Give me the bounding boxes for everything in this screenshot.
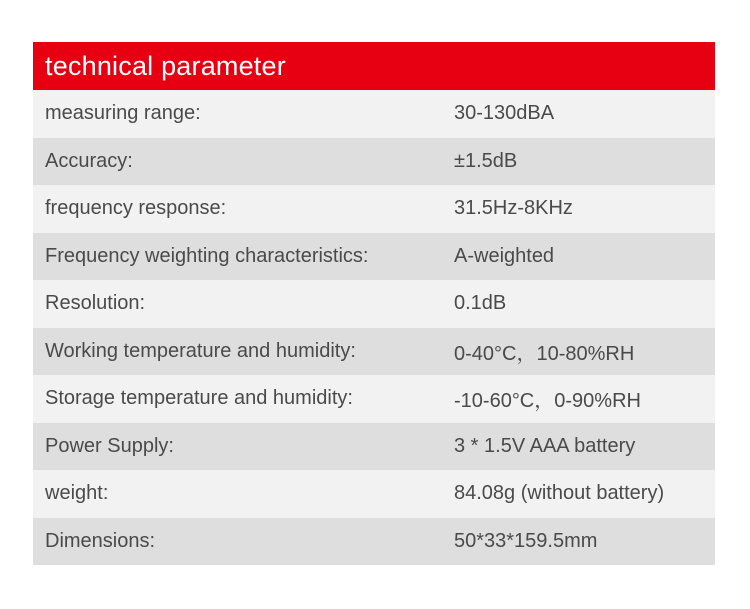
table-row (33, 470, 715, 518)
table-row (33, 423, 715, 471)
table-header (33, 42, 715, 90)
table-row (33, 375, 715, 423)
table-row (33, 233, 715, 281)
row-value: 3 * 1.5V AAA battery (454, 434, 636, 457)
row-value: 30-130dBA (454, 102, 555, 125)
row-label: frequency response: (45, 197, 227, 220)
row-label: Dimensions: (45, 529, 156, 552)
row-label: Resolution: (45, 292, 146, 315)
row-value: 0.1dB (454, 292, 507, 315)
row-label: Power Supply: (45, 434, 174, 457)
row-value: 50*33*159.5mm (454, 529, 598, 552)
table-row (33, 518, 715, 566)
row-label: Accuracy: (45, 149, 133, 172)
row-value: -10-60°C，0-90%RH (454, 390, 641, 413)
table-row (33, 90, 715, 138)
row-value: ±1.5dB (454, 149, 518, 172)
row-label: measuring range: (45, 102, 201, 125)
row-value: A-weighted (454, 244, 555, 267)
table-row (33, 280, 715, 328)
spec-table (33, 42, 715, 565)
table-row (33, 328, 715, 376)
row-value: 84.08g (without battery) (454, 482, 665, 505)
row-label: Storage temperature and humidity: (45, 387, 353, 410)
table-row (33, 138, 715, 186)
row-value: 0-40°C，10-80%RH (454, 342, 635, 365)
table-title: technical parameter (45, 50, 286, 81)
table-row (33, 185, 715, 233)
row-label: Working temperature and humidity: (45, 339, 356, 362)
row-value: 31.5Hz-8KHz (454, 197, 573, 220)
row-label: weight: (45, 482, 109, 505)
row-label: Frequency weighting characteristics: (45, 244, 369, 267)
